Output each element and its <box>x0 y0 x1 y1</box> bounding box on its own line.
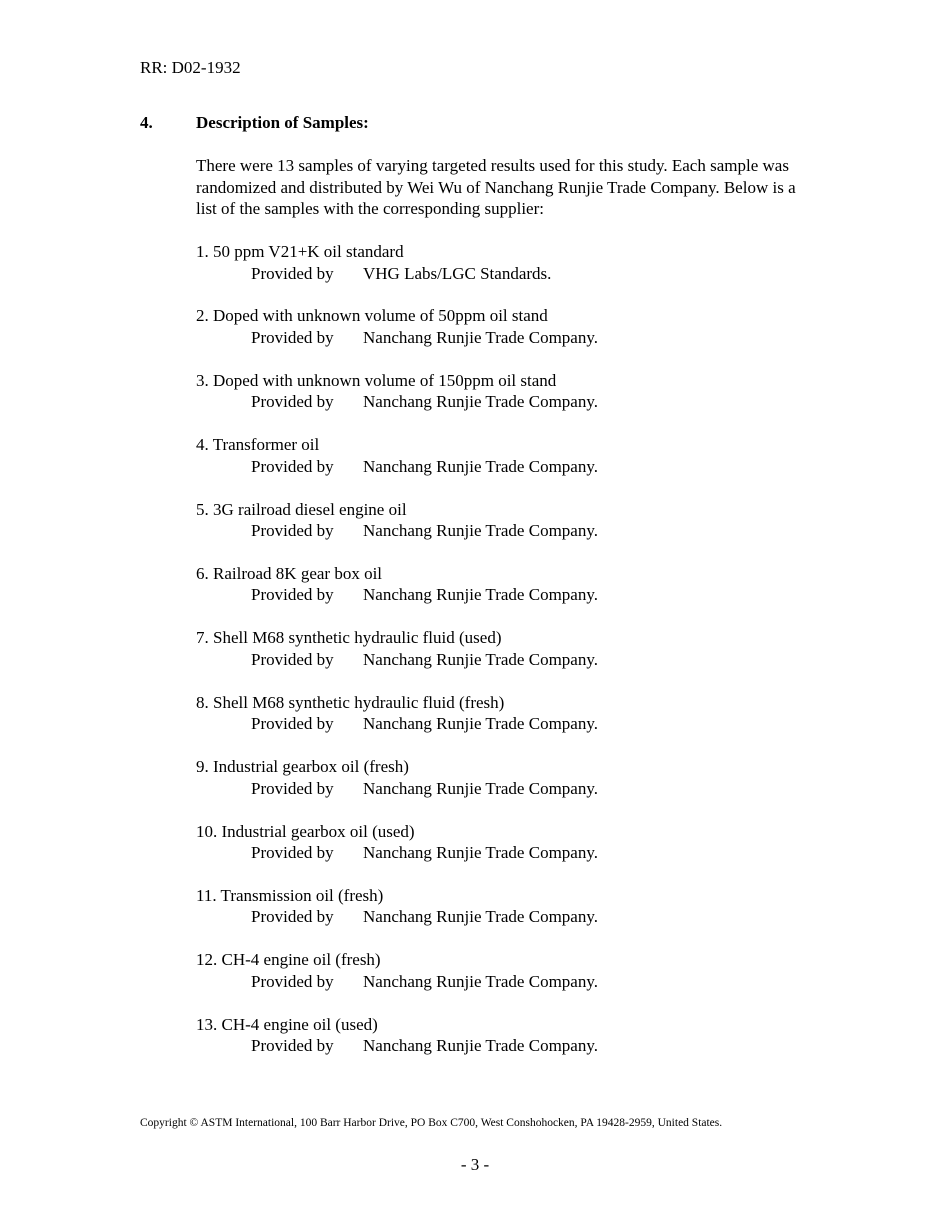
sample-title: 3. Doped with unknown volume of 150ppm oil stand <box>196 370 557 390</box>
provided-by-label: Provided by <box>251 585 334 605</box>
sample-item <box>196 499 836 563</box>
sample-title: 11. Transmission oil (fresh) <box>196 885 384 905</box>
provided-by-label: Provided by <box>251 456 334 476</box>
sample-item <box>196 563 836 627</box>
sample-item <box>196 692 836 756</box>
supplier-name: Nanchang Runjie Trade Company. <box>363 1036 598 1056</box>
provided-by-label: Provided by <box>251 521 334 541</box>
sample-provider <box>196 520 836 542</box>
provided-by-label: Provided by <box>251 392 334 412</box>
sample-provider <box>196 327 836 349</box>
copyright-footer: Copyright © ASTM International, 100 Barr Harbor Drive, PO Box C700, West Conshohocken, PA 19428-2959, United States. <box>140 1117 723 1129</box>
supplier-name: Nanchang Runjie Trade Company. <box>363 327 598 347</box>
provided-by-label: Provided by <box>251 1036 334 1056</box>
sample-title: 9. Industrial gearbox oil (fresh) <box>196 757 409 777</box>
sample-provider <box>196 713 836 735</box>
provided-by-label: Provided by <box>251 714 334 734</box>
provided-by-label: Provided by <box>251 263 334 283</box>
provided-by-label: Provided by <box>251 971 334 991</box>
supplier-name: Nanchang Runjie Trade Company. <box>363 521 598 541</box>
provided-by-label: Provided by <box>251 327 334 347</box>
supplier-name: Nanchang Runjie Trade Company. <box>363 971 598 991</box>
sample-title: 6. Railroad 8K gear box oil <box>196 563 383 583</box>
sample-list <box>196 241 836 1078</box>
page-number: - 3 - <box>460 1155 490 1174</box>
sample-title: 12. CH-4 engine oil (fresh) <box>196 950 381 970</box>
supplier-name: VHG Labs/LGC Standards. <box>363 263 552 283</box>
sample-title: 2. Doped with unknown volume of 50ppm oil stand <box>196 306 548 326</box>
provided-by-label: Provided by <box>251 778 334 798</box>
intro-paragraph: There were 13 samples of varying targeted results used for this study. Each sample was randomized and distributed by Wei Wu of Nanchang Runjie Trade Company. Below is a list of the samples with the corresponding supplier: <box>196 156 796 218</box>
sample-item <box>196 821 836 885</box>
provided-by-label: Provided by <box>251 843 334 863</box>
supplier-name: Nanchang Runjie Trade Company. <box>363 456 598 476</box>
sample-item <box>196 627 836 691</box>
sample-item <box>196 949 836 1013</box>
sample-title: 1. 50 ppm V21+K oil standard <box>196 242 404 261</box>
section-number: 4. <box>140 113 153 132</box>
section-title: Description of Samples: <box>196 113 369 132</box>
supplier-name: Nanchang Runjie Trade Company. <box>363 649 598 669</box>
sample-title: 7. Shell M68 synthetic hydraulic fluid (used) <box>196 628 502 648</box>
sample-item <box>196 241 836 305</box>
sample-provider <box>196 842 836 864</box>
document-id-header: RR: D02-1932 <box>140 58 241 77</box>
sample-provider <box>196 456 836 478</box>
supplier-name: Nanchang Runjie Trade Company. <box>363 714 598 734</box>
sample-provider <box>196 584 836 606</box>
sample-item <box>196 305 836 369</box>
sample-title: 10. Industrial gearbox oil (used) <box>196 821 415 841</box>
sample-provider <box>196 778 836 800</box>
supplier-name: Nanchang Runjie Trade Company. <box>363 843 598 863</box>
sample-provider <box>196 391 836 413</box>
section-heading <box>140 113 840 133</box>
sample-item <box>196 370 836 434</box>
provided-by-label: Provided by <box>251 907 334 927</box>
sample-provider <box>196 971 836 993</box>
sample-item <box>196 756 836 820</box>
sample-provider <box>196 649 836 671</box>
provided-by-label: Provided by <box>251 649 334 669</box>
supplier-name: Nanchang Runjie Trade Company. <box>363 907 598 927</box>
section-intro <box>196 155 816 220</box>
sample-item <box>196 434 836 498</box>
sample-item <box>196 885 836 949</box>
sample-title: 13. CH-4 engine oil (used) <box>196 1014 378 1034</box>
sample-provider <box>196 906 836 928</box>
sample-title: 4. Transformer oil <box>196 435 320 455</box>
supplier-name: Nanchang Runjie Trade Company. <box>363 392 598 412</box>
sample-item <box>196 1014 836 1078</box>
supplier-name: Nanchang Runjie Trade Company. <box>363 585 598 605</box>
sample-title: 8. Shell M68 synthetic hydraulic fluid (fresh) <box>196 692 505 712</box>
sample-provider <box>196 1035 836 1057</box>
sample-provider <box>196 263 836 285</box>
sample-title: 5. 3G railroad diesel engine oil <box>196 499 407 519</box>
supplier-name: Nanchang Runjie Trade Company. <box>363 778 598 798</box>
